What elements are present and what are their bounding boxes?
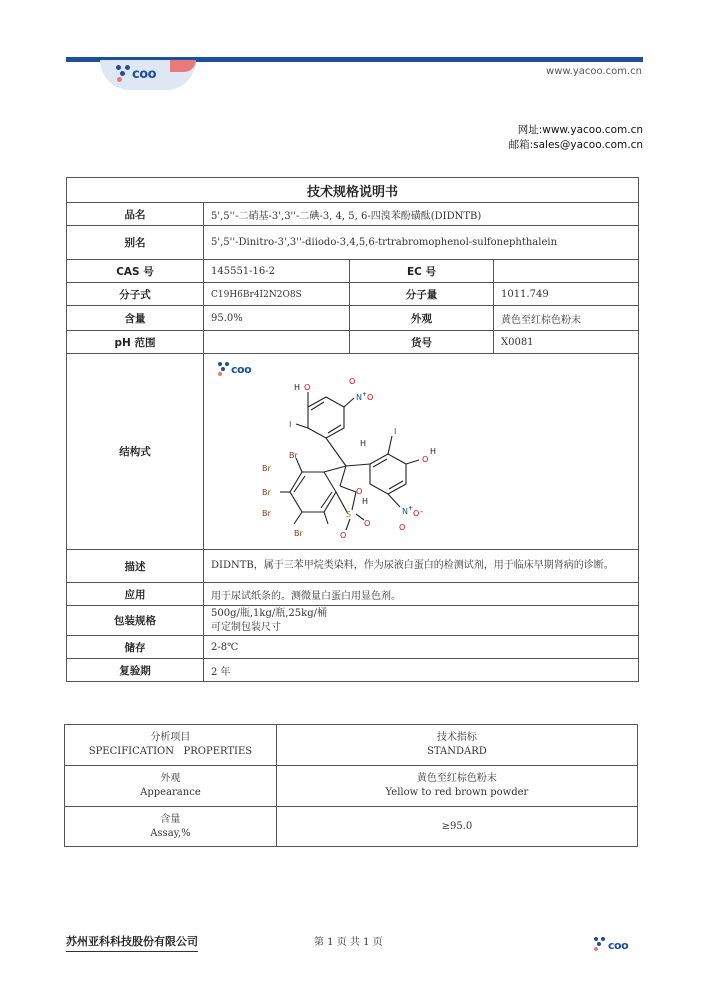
alias-value: 5',5''-Dinitro-3',3''-diiodo-3,4,5,6-trtrabromophenol-sulfonephthalein <box>204 226 639 260</box>
structure-diagram <box>204 354 637 548</box>
qa-header-item <box>65 725 277 766</box>
logo-dot-icon <box>594 947 598 951</box>
appearance-value: 黄色至红棕色粉末 <box>493 306 638 331</box>
qa-row-item-cn: 含量 <box>160 813 181 825</box>
contact-email[interactable]: 邮箱:sales@yacoo.com.cn <box>508 139 643 151</box>
qa-row-std: ≥95.0 <box>276 807 637 847</box>
atom-s: S <box>346 510 352 519</box>
qa-row-item-en: Assay,% <box>150 827 191 839</box>
storage-label: 储存 <box>67 636 204 659</box>
usage-value: 用于尿试纸条的。测微量白蛋白用显色剂。 <box>204 583 639 606</box>
ph-label: pH 范围 <box>67 331 204 354</box>
atom-br: Br <box>262 464 271 473</box>
alias-label: 别名 <box>67 226 204 260</box>
footer-company: 苏州亚科科技股份有限公司 <box>66 933 198 952</box>
atom-o: O <box>422 455 429 464</box>
atom-br: Br <box>262 488 271 497</box>
header-logo-text: coo <box>132 67 157 82</box>
atom-h: H <box>430 447 437 456</box>
qa-header-std-en: STANDARD <box>427 746 487 757</box>
atom-o: O <box>304 383 311 392</box>
lower-ring <box>290 472 336 512</box>
qa-row-item <box>65 807 277 847</box>
item-no-label: 货号 <box>349 331 493 354</box>
package-line-2: 可定制包装尺寸 <box>211 621 281 633</box>
appearance-label: 外观 <box>349 306 493 331</box>
charge-plus: + <box>362 391 368 398</box>
content-value: 95.0% <box>204 306 350 331</box>
structure-cell <box>204 354 639 550</box>
formula-text: C19H6Br4I2N2O8S <box>211 289 302 300</box>
formula-value <box>204 283 350 306</box>
product-name-value: 5',5''-二硝基-3',3''-二碘-3, 4, 5, 6-四溴苯酚磺酞(DIDNTB) <box>204 203 639 226</box>
atom-br: Br <box>289 451 298 460</box>
structure-label: 结构式 <box>67 354 204 550</box>
atom-o: O <box>340 531 347 540</box>
logo-dot-icon <box>594 937 598 941</box>
atom-o: O <box>399 523 406 532</box>
atom-n: N <box>356 393 362 402</box>
storage-value: 2-8℃ <box>204 636 639 659</box>
usage-label: 应用 <box>67 583 204 606</box>
upper-ring <box>308 397 344 438</box>
atom-o: O <box>367 393 374 402</box>
footer-logo-text: coo <box>608 939 629 952</box>
qa-row-std <box>276 766 637 807</box>
right-ring <box>370 454 406 494</box>
qa-row-item <box>65 766 277 807</box>
qa-row-item-en: Appearance <box>140 787 201 798</box>
ph-value <box>204 331 350 354</box>
footer-page-number: 第 1 页 共 1 页 <box>314 937 383 948</box>
atom-o: O <box>413 509 420 518</box>
retest-value: 2 年 <box>204 659 639 682</box>
header-url[interactable]: www.yacoo.com.cn <box>546 66 642 77</box>
ec-value <box>493 260 638 283</box>
atom-i: I <box>394 427 397 436</box>
atom-i: I <box>289 420 292 429</box>
formula-label: 分子式 <box>67 283 204 306</box>
charge-plus: + <box>408 505 414 512</box>
item-no-value: X0081 <box>493 331 638 354</box>
logo-dot-icon <box>601 937 605 941</box>
spec-table <box>66 177 639 682</box>
atom-h: H <box>294 383 301 392</box>
atom-o: O <box>364 519 371 528</box>
logo-dot-icon <box>117 77 122 82</box>
atom-o: O <box>349 377 356 386</box>
atom-h: H <box>362 497 369 506</box>
qa-header-std-cn: 技术指标 <box>436 732 477 743</box>
package-value <box>204 606 639 636</box>
logo-dot-icon <box>120 71 125 76</box>
content-label: 含量 <box>67 306 204 331</box>
atom-o: O <box>356 487 363 496</box>
atom-br: Br <box>262 509 271 518</box>
qa-header-item-en: SPECIFICATION PROPERTIES <box>88 746 253 757</box>
qa-row-std-en: Yellow to red brown powder <box>385 787 529 798</box>
cas-value: 145551-16-2 <box>204 260 350 283</box>
product-name-label: 品名 <box>67 203 204 226</box>
mw-value: 1011.749 <box>493 283 638 306</box>
qa-row-item-cn: 外观 <box>160 773 181 784</box>
desc-label: 描述 <box>67 550 204 583</box>
charge-minus: - <box>420 507 423 516</box>
structure-logo-text: coo <box>231 363 252 376</box>
atom-h: H <box>360 439 367 448</box>
qa-table <box>64 724 638 847</box>
logo-dot-icon <box>125 65 130 70</box>
mw-label: 分子量 <box>349 283 493 306</box>
desc-value: DIDNTB，属于三苯甲烷类染料，作为尿液白蛋白的检测试剂，用于临床早期肾病的诊断。 <box>204 550 639 583</box>
cas-label: CAS 号 <box>67 260 204 283</box>
atom-n: N <box>402 507 408 516</box>
qa-header-std <box>276 725 637 766</box>
ec-label: EC 号 <box>349 260 493 283</box>
logo-dot-icon <box>116 65 121 70</box>
package-line-1: 500g/瓶,1kg/瓶,25kg/桶 <box>211 607 327 619</box>
qa-row-std-cn: 黄色至红棕色粉末 <box>416 773 497 784</box>
qa-header-item-cn: 分析项目 <box>150 732 191 743</box>
logo-dot-icon <box>597 942 601 946</box>
atom-br: Br <box>294 529 303 538</box>
package-label: 包装规格 <box>67 606 204 636</box>
retest-label: 复验期 <box>67 659 204 682</box>
spec-title: 技术规格说明书 <box>67 178 639 203</box>
contact-website[interactable]: 网址:www.yacoo.com.cn <box>517 124 643 136</box>
